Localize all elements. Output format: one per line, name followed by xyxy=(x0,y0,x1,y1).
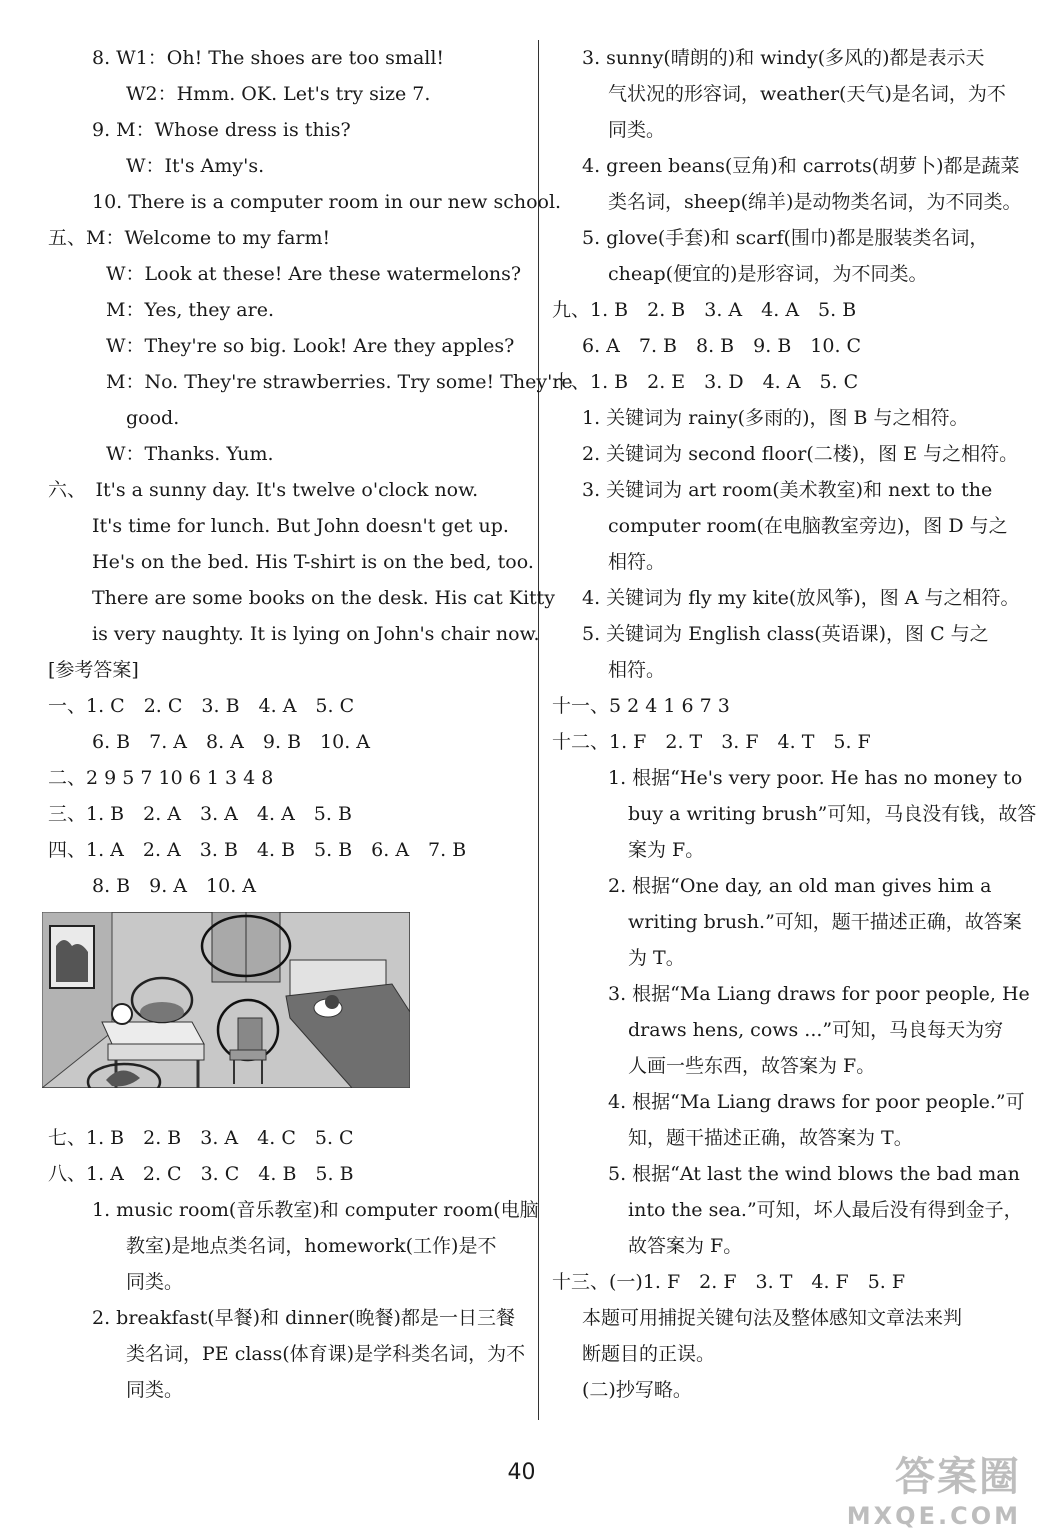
right-text-line: 同类。 xyxy=(608,119,666,141)
right-text-line: 5. glove(手套)和 scarf(围巾)都是服装类名词， xyxy=(582,227,989,249)
right-text-line: 本题可用捕捉关键句法及整体感知文章法来判 xyxy=(582,1307,963,1329)
right-text-line: writing brush.”可知，题干描述正确，故答案 xyxy=(628,911,1022,933)
right-text-line: 5. 根据“At last the wind blows the bad man xyxy=(608,1163,1020,1185)
right-text-line: 2. 根据“One day, an old man gives him a xyxy=(608,875,992,897)
left-text-line: 四、1. A 2. A 3. B 4. B 5. B 6. A 7. B xyxy=(48,839,467,861)
right-text-line: cheap(便宜的)是形容词，为不同类。 xyxy=(608,263,928,285)
right-text-line: 类名词，sheep(绵羊)是动物类名词，为不同类。 xyxy=(608,191,1022,213)
right-text-line: 4. 根据“Ma Liang draws for poor people.”可 xyxy=(608,1091,1025,1113)
left-text-line: 教室)是地点类名词，homework(工作)是不 xyxy=(126,1235,497,1257)
left-text-line: good. xyxy=(126,407,180,429)
right-text-line: buy a writing brush”可知，马良没有钱，故答 xyxy=(628,803,1037,825)
left-text-line xyxy=(48,1084,526,1120)
right-text-line: 案为 F。 xyxy=(628,839,705,861)
right-text-line: 气状况的形容词，weather(天气)是名词，为不 xyxy=(608,83,1006,105)
left-text-line: [参考答案] xyxy=(48,659,139,681)
left-text-line: M：No. They're strawberries. Try some! They're xyxy=(106,371,573,393)
bedroom-illustration xyxy=(42,912,410,1088)
right-text-line: 1. 关键词为 rainy(多雨的)，图 B 与之相符。 xyxy=(582,407,969,429)
left-text-line: W：Look at these! Are these watermelons? xyxy=(106,263,522,285)
right-text-line: 3. sunny(晴朗的)和 windy(多风的)都是表示天 xyxy=(582,47,985,69)
left-text-line: 二、2 9 5 7 10 6 1 3 4 8 xyxy=(48,767,274,789)
watermark-title: 答案圈 xyxy=(895,1454,1021,1500)
watermark-logo xyxy=(847,1445,1021,1530)
left-text-line: There are some books on the desk. His cat Kitty xyxy=(92,587,556,609)
right-text-line: 断题目的正误。 xyxy=(582,1343,716,1365)
right-text-line: 6. A 7. B 8. B 9. B 10. C xyxy=(582,335,862,357)
left-text-line: 三、1. B 2. A 3. A 4. A 5. B xyxy=(48,803,352,825)
right-text-line: into the sea.”可知，坏人最后没有得到金子， xyxy=(628,1199,1023,1221)
right-text-line: draws hens, cows ...”可知，马良每天为穷 xyxy=(628,1019,1004,1041)
right-text-line: 故答案为 F。 xyxy=(628,1235,743,1257)
right-text-line: 人画一些东西，故答案为 F。 xyxy=(628,1055,876,1077)
left-text-line: 1. music room(音乐教室)和 computer room(电脑 xyxy=(92,1199,539,1221)
left-text-line: 6. B 7. A 8. A 9. B 10. A xyxy=(92,731,371,753)
left-text-line: W：It's Amy's. xyxy=(126,155,265,177)
left-text-line: 同类。 xyxy=(126,1271,184,1293)
left-text-line: He's on the bed. His T-shirt is on the bed, too. xyxy=(92,551,534,573)
right-text-line: 3. 根据“Ma Liang draws for poor people, He xyxy=(608,983,1030,1005)
left-text-line: 8. B 9. A 10. A xyxy=(92,875,256,897)
right-text-line: 4. 关键词为 fly my kite(放风筝)，图 A 与之相符。 xyxy=(582,587,1020,609)
right-text-line: 2. 关键词为 second floor(二楼)，图 E 与之相符。 xyxy=(582,443,1019,465)
left-text-line: M：Yes, they are. xyxy=(106,299,275,321)
left-text-line: 10. There is a computer room in our new school. xyxy=(92,191,562,213)
left-text-line: 8. W1：Oh! The shoes are too small! xyxy=(92,47,445,69)
page-number: 40 xyxy=(507,1460,536,1485)
left-text-line: 2. breakfast(早餐)和 dinner(晚餐)都是一日三餐 xyxy=(92,1307,515,1329)
left-text-line: 同类。 xyxy=(126,1379,184,1401)
right-text-line: 5. 关键词为 English class(英语课)，图 C 与之 xyxy=(582,623,989,645)
left-text-line: 一、1. C 2. C 3. B 4. A 5. C xyxy=(48,695,355,717)
left-text-line: It's time for lunch. But John doesn't get up. xyxy=(92,515,509,537)
right-text-line: 十一、5 2 4 1 6 7 3 xyxy=(552,695,730,717)
right-text-line: 知，题干描述正确，故答案为 T。 xyxy=(628,1127,913,1149)
right-text-line: 九、1. B 2. B 3. A 4. A 5. B xyxy=(552,299,857,321)
right-text-line: 相符。 xyxy=(608,659,666,681)
left-text-line: W2：Hmm. OK. Let's try size 7. xyxy=(126,83,431,105)
left-text-line: 9. M：Whose dress is this? xyxy=(92,119,351,141)
left-text-line: 类名词，PE class(体育课)是学科类名词，为不 xyxy=(126,1343,526,1365)
right-text-line: 十、1. B 2. E 3. D 4. A 5. C xyxy=(552,371,859,393)
left-text-line: 七、1. B 2. B 3. A 4. C 5. C xyxy=(48,1127,354,1149)
watermark-url: MXQE.COM xyxy=(846,1502,1021,1530)
left-text-line: 八、1. A 2. C 3. C 4. B 5. B xyxy=(48,1163,354,1185)
left-text-line: is very naughty. It is lying on John's chair now. xyxy=(92,623,540,645)
right-text-line: 十三、(一)1. F 2. F 3. T 4. F 5. F xyxy=(552,1271,906,1293)
right-text-line: 4. green beans(豆角)和 carrots(胡萝卜)都是蔬菜 xyxy=(582,155,1020,177)
right-text-line: 3. 关键词为 art room(美术教室)和 next to the xyxy=(582,479,993,501)
right-column xyxy=(552,40,1037,1408)
left-text-line: 五、M：Welcome to my farm! xyxy=(48,227,331,249)
right-text-line: computer room(在电脑教室旁边)，图 D 与之 xyxy=(608,515,1008,537)
left-text-line: 六、 It's a sunny day. It's twelve o'clock now. xyxy=(48,479,479,501)
right-text-line: 为 T。 xyxy=(628,947,685,969)
left-column xyxy=(48,40,573,1408)
right-text-line: 1. 根据“He's very poor. He has no money to xyxy=(608,767,1023,789)
left-text-line: W：They're so big. Look! Are they apples? xyxy=(106,335,515,357)
right-text-line: 十二、1. F 2. T 3. F 4. T 5. F xyxy=(552,731,871,753)
right-text-line: 相符。 xyxy=(608,551,666,573)
right-text-line: (二)抄写略。 xyxy=(582,1379,692,1401)
left-text-line: W：Thanks. Yum. xyxy=(106,443,274,465)
